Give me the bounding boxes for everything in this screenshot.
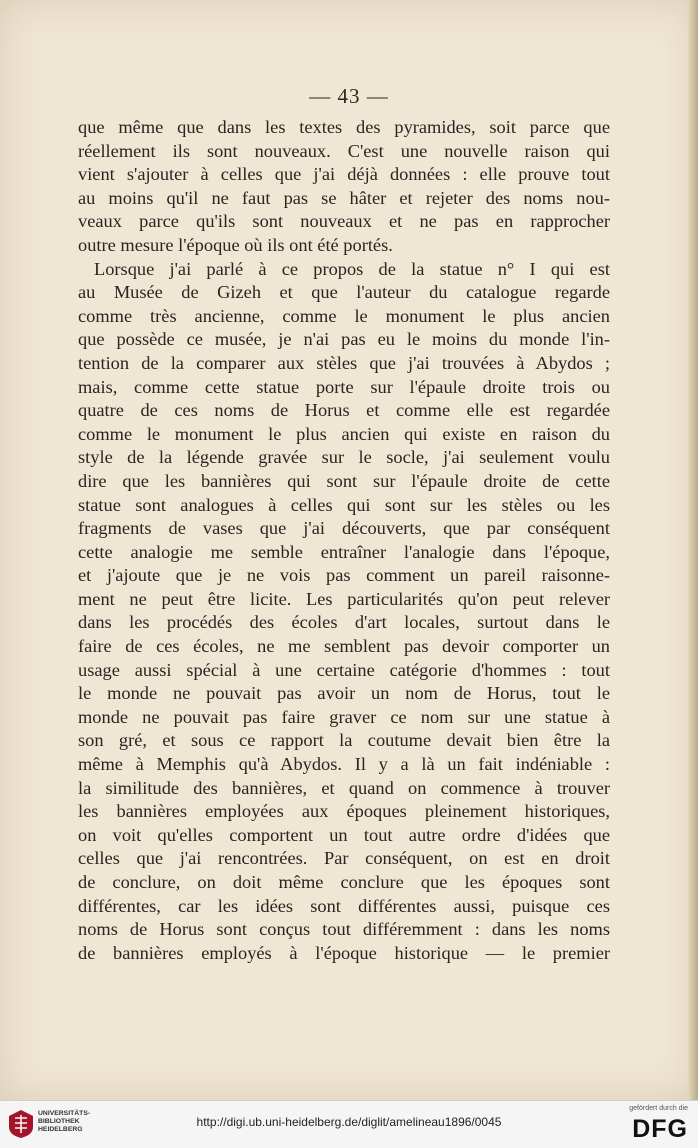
text-line: monde ne pouvait pas faire graver ce nom sur une statue à: [78, 706, 610, 727]
text-line: vient s'ajouter à celles que j'ai déjà données : elle prouve tout: [78, 164, 610, 185]
text-line: son gré, et sous ce rapport la coutume devait bien être la: [78, 730, 610, 751]
text-line: dire que les bannières qui sont sur l'épaule droite de cette: [78, 470, 610, 491]
text-line: de conclure, on doit même conclure que les époques sont: [78, 872, 610, 892]
text-line: faire de ces écoles, ne me semblent pas devoir comporter un: [78, 636, 610, 657]
text-line: et j'ajoute que je ne vois pas comment un pareil raisonne-: [78, 565, 610, 586]
text-line: celles que j'ai rencontrées. Par conséquent, on est en droit: [78, 848, 610, 869]
text-line: le monde ne pouvait pas avoir un nom de Horus, tout le: [78, 683, 610, 704]
text-line: différentes, car les idées sont différentes aussi, puisque ces: [78, 895, 610, 916]
text-line: comme le monument le plus ancien qui existe en raison du: [78, 423, 610, 444]
text-line: que même que dans les textes des pyramides, soit parce que: [78, 117, 610, 137]
text-line: veaux parce qu'ils sont nouveaux et ne pas en rapprocher: [78, 211, 610, 232]
institution-line: UNIVERSITÄTS-: [38, 1110, 91, 1117]
funder-logo: DFG: [632, 1115, 688, 1143]
text-line: au moins qu'il ne faut pas se hâter et rejeter des noms nou-: [78, 187, 610, 208]
text-line: tention de la comparer aux stèles que j'ai trouvées à Abydos ;: [78, 352, 610, 373]
text-line: au Musée de Gizeh et que l'auteur du catalogue regarde: [78, 282, 610, 303]
text-line: noms de Horus sont conçus tout différemment : dans les noms: [78, 919, 610, 940]
text-line: quatre de ces noms de Horus et comme elle est regardée: [78, 400, 610, 421]
text-line: statue sont analogues à celles qui sont sur les stèles ou les: [78, 494, 610, 515]
text-line: ment ne peut être licite. Les particularités qu'on peut relever: [78, 588, 610, 609]
text-line: réellement ils sont nouveaux. C'est une nouvelle raison qui: [78, 140, 610, 161]
text-line: cette analogie me semble entraîner l'analogie dans l'époque,: [78, 541, 610, 562]
text-line: de bannières employés à l'époque historique — le premier: [78, 942, 610, 963]
institution-line: BIBLIOTHEK: [38, 1118, 80, 1125]
text-line: fragments de vases que j'ai découverts, que par conséquent: [78, 518, 610, 539]
text-line: dans les procédés des écoles d'art locales, surtout dans le: [78, 612, 610, 633]
page-number: — 43 —: [309, 84, 389, 108]
text-line: style de la légende gravée sur le socle, j'ai seulement voulu: [78, 447, 610, 468]
viewer-footer: [0, 1100, 698, 1148]
text-line: comme très ancienne, comme le monument le plus ancien: [78, 305, 610, 326]
source-url-link[interactable]: http://digi.ub.uni-heidelberg.de/diglit/amelineau1896/0045: [196, 1115, 502, 1129]
text-line: on voit qu'elles comportent un tout autre ordre d'idées que: [78, 824, 610, 845]
body-text: [78, 116, 610, 965]
text-line: mais, comme cette statue porte sur l'épaule droite trois ou: [78, 376, 610, 397]
text-line: outre mesure l'époque où ils ont été portés.: [78, 234, 393, 255]
text-line: usage aussi spécial à une certaine catégorie d'hommes : tout: [78, 659, 610, 680]
text-line: même à Memphis qu'à Abydos. Il y a là un fait indéniable :: [78, 754, 610, 775]
page-edge: [688, 0, 698, 1100]
text-line: Lorsque j'ai parlé à ce propos de la statue n° I qui est: [94, 258, 610, 279]
text-line: que possède ce musée, je n'ai pas eu le moins du monde l'in-: [78, 329, 610, 350]
text-line: les bannières employées aux époques pleinement historiques,: [78, 801, 610, 822]
institution-line: HEIDELBERG: [38, 1126, 83, 1133]
funded-by-label: gefördert durch die: [629, 1105, 688, 1112]
text-line: la similitude des bannières, et quand on commence à trouver: [78, 777, 610, 798]
